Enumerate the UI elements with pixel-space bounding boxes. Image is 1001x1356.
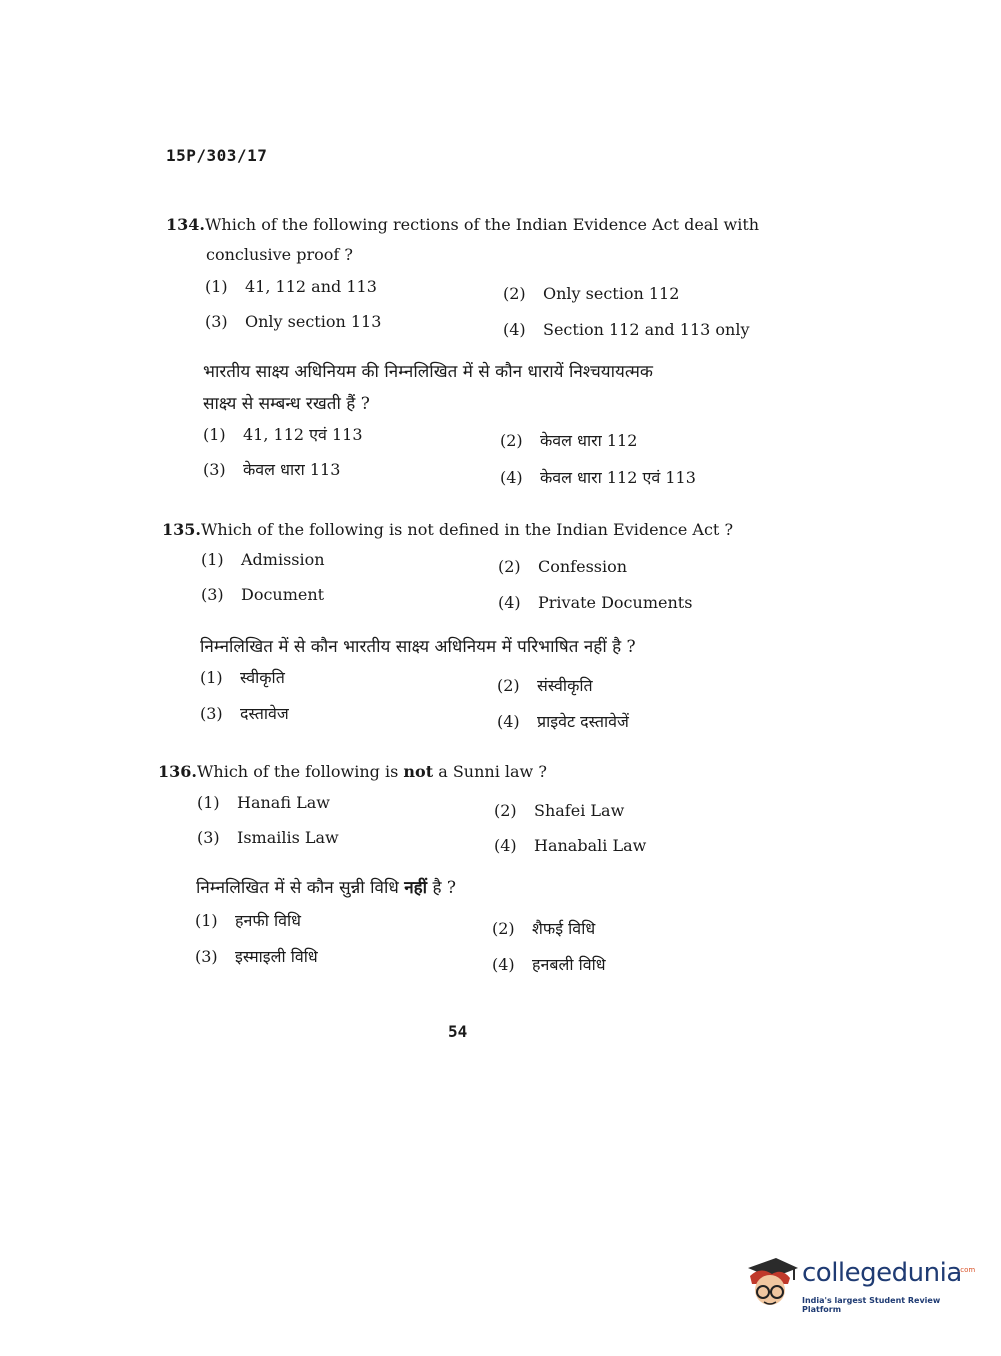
option-4-hi: (4) केवल धारा 112 एवं 113 [500, 468, 696, 487]
option-3: (3) Ismailis Law [197, 828, 339, 847]
option-4-hi: (4) हनबली विधि [492, 955, 606, 974]
question-number: 134. [166, 215, 205, 234]
option-2-hi: (2) संस्वीकृति [497, 676, 593, 695]
mascot-icon [742, 1254, 800, 1312]
paper-code: 15P/303/17 [166, 146, 268, 165]
question-136-hindi: निम्नलिखित में से कौन सुन्नी विधि नहीं है ? [196, 878, 457, 898]
option-3-hi: (3) दस्तावेज [200, 704, 289, 723]
question-135 [162, 515, 802, 545]
emphasis-nahin: नहीं [404, 878, 428, 898]
question-number: 136. [158, 762, 197, 781]
option-4: (4) Section 112 and 113 only [503, 320, 750, 339]
option-2: (2) Shafei Law [494, 801, 625, 820]
option-1-hi: (1) हनफी विधि [195, 911, 301, 930]
question-text-hi: निम्नलिखित में से कौन भारतीय साक्ष्य अधिनियम में परिभाषित नहीं है ? [200, 637, 636, 657]
option-1: (1) Hanafi Law [197, 793, 330, 812]
question-text-en: Which of the following rections of the Indian Evidence Act deal with [204, 215, 760, 234]
logo-tagline: India's largest Student Review Platform [802, 1296, 941, 1314]
option-2-hi: (2) शैफई विधि [492, 919, 596, 938]
option-2: (2) Only section 112 [503, 284, 680, 303]
question-number: 135. [162, 520, 201, 539]
option-1-hi: (1) 41, 112 एवं 113 [203, 425, 363, 444]
option-3: (3) Only section 113 [205, 312, 382, 331]
question-136: 136.Which of the following is not a Sunni law ? [158, 762, 547, 781]
option-3-hi: (3) इस्माइली विधि [195, 947, 318, 966]
question-135-hindi [200, 632, 820, 662]
option-1-hi: (1) स्वीकृति [200, 668, 285, 687]
question-text-en: Which of the following is not defined in the Indian Evidence Act ? [200, 520, 734, 539]
question-134-hindi [203, 356, 823, 420]
logo-suffix: .com [958, 1266, 976, 1274]
option-2: (2) Confession [498, 557, 628, 576]
question-text-hi-cont: साक्ष्य से सम्बन्ध रखती हैं ? [203, 394, 370, 414]
question-134 [166, 210, 806, 270]
option-4-hi: (4) प्राइवेट दस्तावेजें [497, 712, 629, 731]
emphasis-not: not [403, 762, 434, 781]
option-2-hi: (2) केवल धारा 112 [500, 431, 638, 450]
option-3-hi: (3) केवल धारा 113 [203, 460, 341, 479]
option-4: (4) Hanabali Law [494, 836, 647, 855]
page-number: 54 [448, 1022, 468, 1041]
option-3: (3) Document [201, 585, 325, 604]
option-1: (1) 41, 112 and 113 [205, 277, 377, 296]
question-text-en-cont: conclusive proof ? [206, 245, 353, 264]
collegedunia-logo [742, 1254, 976, 1314]
option-4: (4) Private Documents [498, 593, 693, 612]
option-1: (1) Admission [201, 550, 325, 569]
logo-wordmark: collegedunia [802, 1258, 962, 1288]
question-text-hi: भारतीय साक्ष्य अधिनियम की निम्नलिखित में से कौन धारायें निश्चयायत्मक [203, 362, 653, 382]
